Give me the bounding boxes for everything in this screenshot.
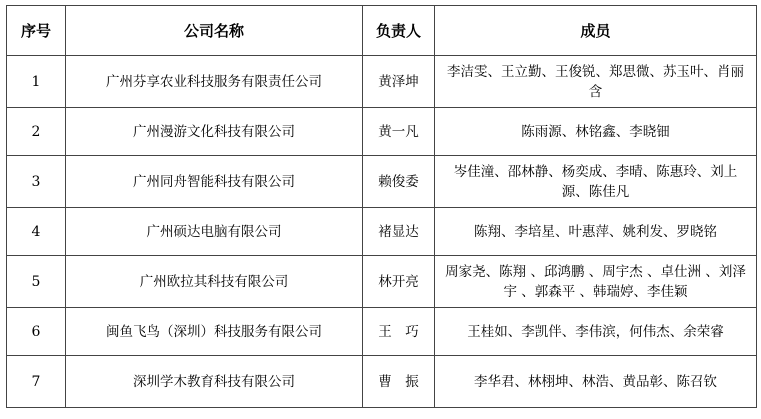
row-index: 4 xyxy=(7,208,66,256)
row-members: 王桂如、李凯伴、李伟滨，何伟杰、余荣睿 xyxy=(435,308,757,356)
table-row xyxy=(7,256,757,308)
row-members: 李洁雯、王立勤、王俊锐、郑思微、苏玉叶、肖丽含 xyxy=(435,56,757,108)
row-company: 深圳学木教育科技有限公司 xyxy=(66,356,363,408)
row-members: 周家尧、陈翔 、邱鸿鹏 、周宇杰 、卓仕洲 、刘泽宇 、郭森平 、韩瑞婷、李佳颖 xyxy=(435,256,757,308)
table-row xyxy=(7,308,757,356)
row-index: 5 xyxy=(7,256,66,308)
row-index: 6 xyxy=(7,308,66,356)
header-row xyxy=(7,6,757,56)
row-leader: 王 巧 xyxy=(363,308,435,356)
header-index: 序号 xyxy=(7,6,66,56)
row-leader: 赖俊委 xyxy=(363,156,435,208)
row-index: 3 xyxy=(7,156,66,208)
row-index: 2 xyxy=(7,108,66,156)
row-leader: 黄泽坤 xyxy=(363,56,435,108)
table-row xyxy=(7,356,757,408)
row-leader: 曹 振 xyxy=(363,356,435,408)
row-index: 7 xyxy=(7,356,66,408)
row-company: 广州硕达电脑有限公司 xyxy=(66,208,363,256)
table-row xyxy=(7,56,757,108)
header-company: 公司名称 xyxy=(66,6,363,56)
team-table-container xyxy=(6,5,757,408)
row-members: 岑佳潼、邵林静、杨奕成、李晴、陈惠玲、刘上源、陈佳凡 xyxy=(435,156,757,208)
row-leader: 林开亮 xyxy=(363,256,435,308)
row-members: 李华君、林栩坤、林浩、黄品彰、陈召钦 xyxy=(435,356,757,408)
row-members: 陈翔、李培星、叶惠萍、姚利发、罗晓铭 xyxy=(435,208,757,256)
header-members: 成员 xyxy=(435,6,757,56)
table-row xyxy=(7,156,757,208)
row-leader: 褚显达 xyxy=(363,208,435,256)
row-members: 陈雨源、林铭鑫、李晓钿 xyxy=(435,108,757,156)
table-row xyxy=(7,108,757,156)
row-company: 广州漫游文化科技有限公司 xyxy=(66,108,363,156)
row-company: 广州欧拉其科技有限公司 xyxy=(66,256,363,308)
team-table xyxy=(6,5,757,408)
row-leader: 黄一凡 xyxy=(363,108,435,156)
table-row xyxy=(7,208,757,256)
row-company: 广州芬享农业科技服务有限责任公司 xyxy=(66,56,363,108)
row-company: 闽鱼飞鸟（深圳）科技服务有限公司 xyxy=(66,308,363,356)
header-leader: 负责人 xyxy=(363,6,435,56)
row-company: 广州同舟智能科技有限公司 xyxy=(66,156,363,208)
row-index: 1 xyxy=(7,56,66,108)
